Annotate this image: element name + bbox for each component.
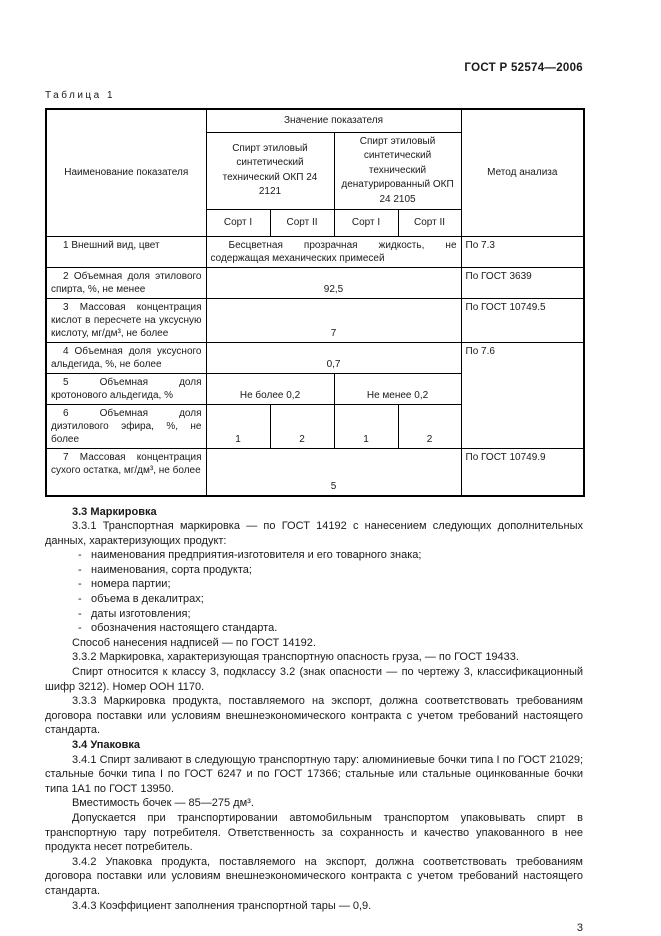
table-header-row-1: [46, 109, 584, 132]
table-row: [46, 237, 584, 268]
dash-marker: -: [78, 578, 82, 591]
paragraph: 3.3.2 Маркировка, характеризующая транспортную опасность груза, — по ГОСТ 19433.: [72, 651, 519, 664]
row-value-cell: 2: [270, 405, 334, 449]
col-header-name: Наименование показателя: [46, 109, 206, 237]
row-method-cell: По ГОСТ 3639: [461, 268, 584, 299]
paragraph: 3.4.2 Упаковка продукта, поставляемого на экспорт, должна соответствовать требованиям договора поставки или условиям внешнеэкономического контракта с учетом требований настоящего стандарта.: [45, 855, 583, 897]
paragraph: 3.3.1 Транспортная маркировка — по ГОСТ 14192 с нанесением следующих дополнительных данных, характеризующих продукт:: [45, 520, 583, 547]
table-row: [46, 268, 584, 299]
row-name-cell: 1 Внешний вид, цвет: [46, 237, 206, 268]
paragraph: Способ нанесения надписей — по ГОСТ 14192.: [72, 636, 316, 649]
list-item-text: номера партии;: [91, 578, 171, 591]
row-method-cell: По 7.6: [461, 343, 584, 449]
row-value-cell: 1: [206, 405, 270, 449]
list-item: [45, 607, 583, 622]
row-name-cell: 5 Объемная доля кротонового альдегида, %: [46, 374, 206, 405]
list-item-text: наименования, сорта продукта;: [91, 563, 252, 576]
row-method-cell: По ГОСТ 10749.5: [461, 299, 584, 343]
dash-marker: -: [78, 549, 82, 562]
table-row: [46, 449, 584, 496]
body-text: [45, 505, 583, 914]
row-value-cell: Не менее 0,2: [334, 374, 461, 405]
row-value-cell: 0,7: [206, 343, 461, 374]
col-header-grade-4: Сорт II: [398, 210, 461, 237]
row-name-cell: 3 Массовая концентрация кислот в пересчете на уксусную кислоту, мг/дм³, не более: [46, 299, 206, 343]
spec-table: [45, 108, 585, 497]
row-name-cell: 2 Объемная доля этилового спирта, %, не менее: [46, 268, 206, 299]
row-method-cell: По 7.3: [461, 237, 584, 268]
table-row: [46, 343, 584, 374]
list-item-text: даты изготовления;: [91, 607, 191, 620]
col-header-grade-3: Сорт I: [334, 210, 398, 237]
section-title-marking: 3.3 Маркировка: [72, 505, 157, 518]
col-header-method: Метод анализа: [461, 109, 584, 237]
dash-marker: -: [78, 622, 82, 635]
row-method-cell: По ГОСТ 10749.9: [461, 449, 584, 496]
list-item: [45, 563, 583, 578]
row-value-cell: 92,5: [206, 268, 461, 299]
col-header-product-1: Спирт этиловый синтетический технический ОКП 24 2121: [206, 132, 334, 210]
col-header-value-group: Значение показателя: [206, 109, 461, 132]
doc-code: ГОСТ Р 52574—2006: [464, 62, 583, 74]
table-caption: Таблица 1: [45, 90, 116, 101]
row-name-cell: 7 Массовая концентрация сухого остатка, мг/дм³, не более: [46, 449, 206, 496]
dash-marker: -: [78, 593, 82, 606]
page-number: 3: [576, 922, 583, 935]
dash-marker: -: [78, 607, 82, 620]
row-value-cell: 1: [334, 405, 398, 449]
list-item-text: наименования предприятия-изготовителя и его товарного знака;: [91, 549, 422, 562]
row-value-cell: Бесцветная прозрачная жидкость, не содержащая механических примесей: [206, 237, 461, 268]
list-item: [45, 577, 583, 592]
paragraph: 3.4.3 Коэффициент заполнения транспортной тары — 0,9.: [72, 899, 372, 912]
table-row: [46, 299, 584, 343]
row-name-cell: 6 Объемная доля диэтилового эфира, %, не более: [46, 405, 206, 449]
section-title-packaging: 3.4 Упаковка: [72, 739, 140, 751]
col-header-grade-2: Сорт II: [270, 210, 334, 237]
col-header-grade-1: Сорт I: [206, 210, 270, 237]
dash-marker: -: [78, 563, 82, 576]
list-item: [45, 548, 583, 563]
list-item: [45, 621, 583, 636]
row-value-cell: Не более 0,2: [206, 374, 334, 405]
row-value-cell: 2: [398, 405, 461, 449]
row-name-cell: 4 Объемная доля уксусного альдегида, %, не более: [46, 343, 206, 374]
paragraph: Вместимость бочек — 85—275 дм³.: [72, 797, 254, 810]
list-item: [45, 592, 583, 607]
marking-data-list: [45, 548, 583, 636]
paragraph: 3.3.3 Маркировка продукта, поставляемого на экспорт, должна соответствовать требованиям договора поставки или условиям внешнеэкономического контракта с учетом требований настоящего стандарта.: [45, 695, 583, 737]
col-header-product-2: Спирт этиловый синтетический технический денатурированный ОКП 24 2105: [334, 132, 461, 210]
row-value-cell: 5: [206, 449, 461, 496]
paragraph: Спирт относится к классу 3, подклассу 3.2 (знак опасности — по чертежу 3, классификационный шифр 3212). Номер ООН 1170.: [45, 666, 583, 693]
row-value-cell: 7: [206, 299, 461, 343]
list-item-text: обозначения настоящего стандарта.: [91, 622, 278, 635]
paragraph: Допускается при транспортировании автомобильным транспортом упаковывать спирт в транспортную тару потребителя. Ответственность за сохранность и качество упакованного в нее продукта несет потребитель.: [45, 811, 583, 854]
list-item-text: объема в декалитрах;: [91, 593, 204, 606]
paragraph: 3.4.1 Спирт заливают в следующую транспортную тару: алюминиевые бочки типа I по ГОСТ 21029; стальные бочки типа I по ГОСТ 6247 и по ГОСТ 17366; стальные или стальные оцинкованные бочки типа 1А1 по ГОСТ 13950.: [45, 753, 583, 795]
